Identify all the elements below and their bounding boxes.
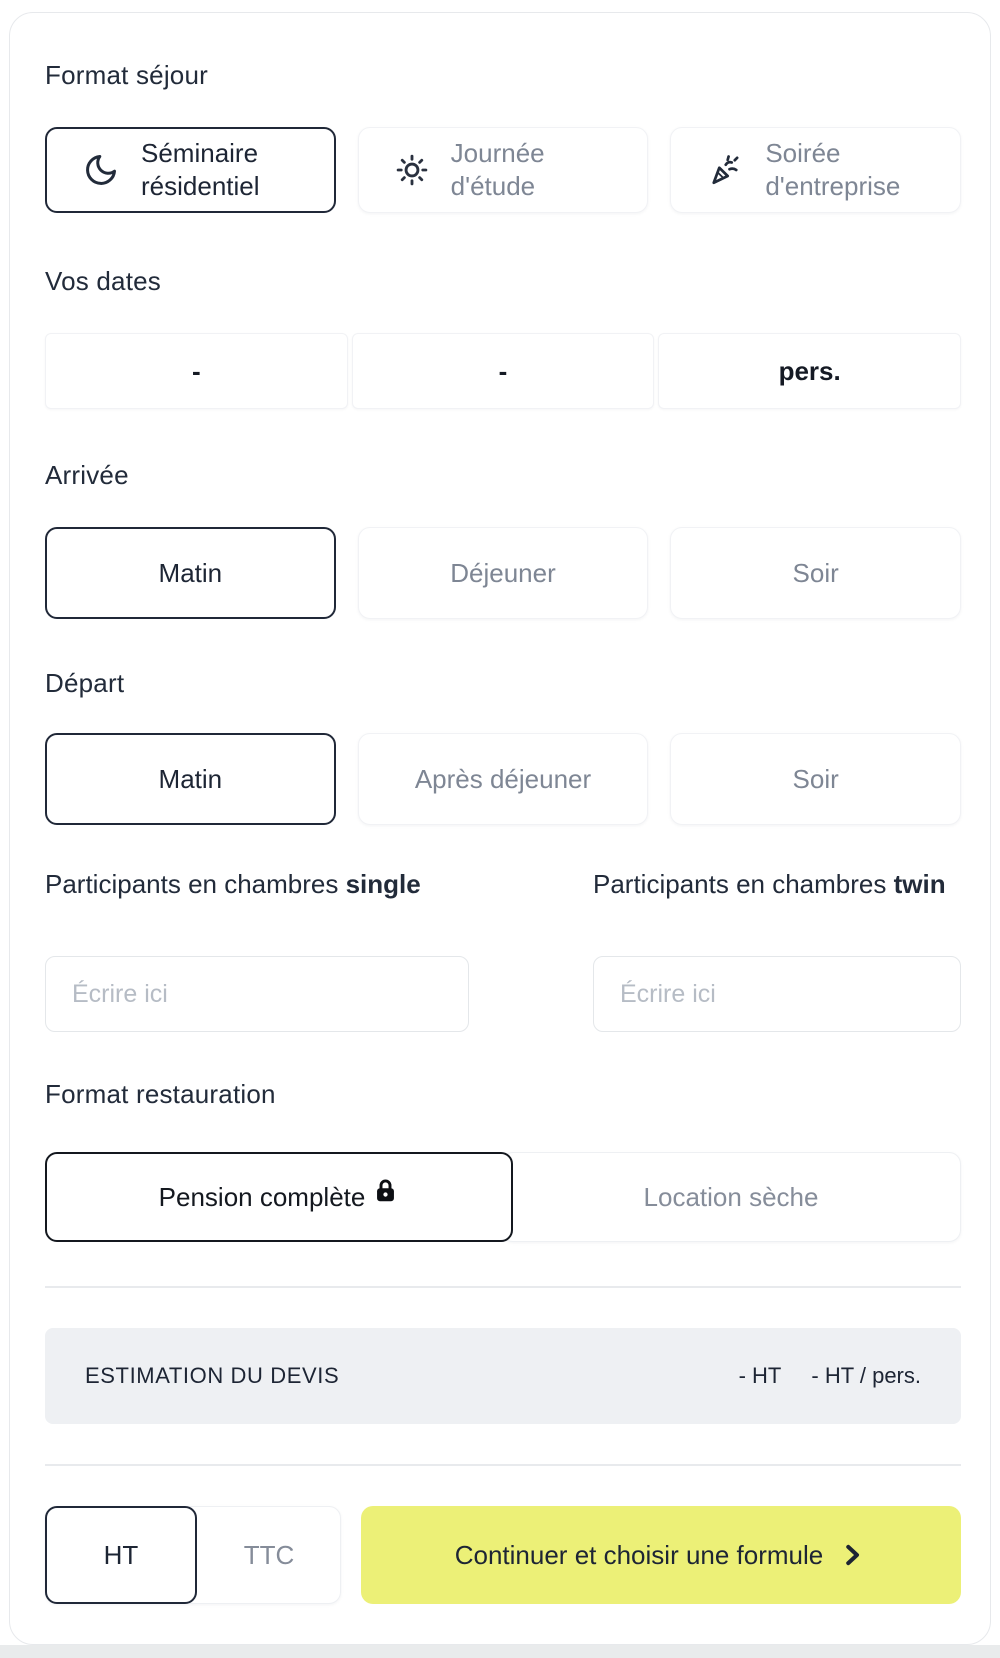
page-bottom-strip bbox=[0, 1645, 1000, 1658]
participants-single-label: Participants en chambres single bbox=[45, 869, 421, 899]
tax-toggle bbox=[45, 1506, 341, 1604]
estimate-per-person: - HT / pers. bbox=[811, 1363, 921, 1388]
departure-option-soir[interactable]: Soir bbox=[670, 733, 961, 825]
participants-twin-label: Participants en chambres twin bbox=[593, 869, 946, 899]
tax-option-ttc[interactable]: TTC bbox=[243, 1539, 295, 1570]
catering-options bbox=[45, 1152, 961, 1242]
participants-count-field[interactable]: pers. bbox=[658, 333, 961, 409]
participants-section bbox=[45, 869, 961, 1032]
arrival-option-matin[interactable]: Matin bbox=[45, 527, 336, 619]
sun-icon bbox=[395, 153, 429, 187]
arrival-option-dejeuner[interactable]: Déjeuner bbox=[358, 527, 649, 619]
estimate-bar bbox=[45, 1328, 961, 1424]
lock-icon bbox=[372, 1177, 399, 1204]
participants-twin-input[interactable] bbox=[593, 956, 961, 1032]
continue-button[interactable] bbox=[361, 1506, 961, 1604]
departure-options bbox=[45, 733, 961, 825]
booking-form-card bbox=[9, 12, 991, 1645]
chevron-right-icon bbox=[837, 1540, 867, 1570]
divider bbox=[45, 1286, 961, 1288]
option-label: Location sèche bbox=[643, 1181, 819, 1212]
catering-section-title: Format restauration bbox=[45, 1079, 276, 1109]
participants-single-input[interactable] bbox=[45, 956, 469, 1032]
catering-option-location-seche[interactable] bbox=[501, 1152, 961, 1242]
stay-format-option-seminaire-residentiel[interactable] bbox=[45, 127, 336, 213]
estimate-total-ht: - HT bbox=[738, 1363, 782, 1388]
option-label: Soirée d'entreprise bbox=[765, 138, 901, 201]
departure-option-apres-dejeuner[interactable]: Après déjeuner bbox=[358, 733, 649, 825]
tax-option-ht[interactable]: HT bbox=[45, 1506, 197, 1604]
stay-format-option-journee-etude[interactable] bbox=[358, 127, 649, 213]
option-label: Journée d'étude bbox=[450, 138, 545, 201]
departure-option-matin[interactable]: Matin bbox=[45, 733, 336, 825]
footer-actions bbox=[45, 1506, 961, 1604]
date-end-field[interactable]: - bbox=[352, 333, 655, 409]
arrival-option-soir[interactable]: Soir bbox=[670, 527, 961, 619]
departure-section-title: Départ bbox=[45, 668, 125, 698]
stay-format-options bbox=[45, 127, 961, 213]
option-label: Pension complète bbox=[158, 1181, 366, 1212]
party-popper-icon bbox=[707, 152, 743, 188]
date-start-field[interactable]: - bbox=[45, 333, 348, 409]
option-label: Séminaire résidentiel bbox=[141, 138, 260, 201]
moon-icon bbox=[83, 152, 119, 188]
dates-section-title: Vos dates bbox=[45, 266, 161, 296]
divider bbox=[45, 1464, 961, 1466]
catering-option-pension-complete[interactable] bbox=[45, 1152, 513, 1242]
estimate-label: ESTIMATION DU DEVIS bbox=[85, 1363, 340, 1388]
continue-button-label: Continuer et choisir une formule bbox=[454, 1539, 824, 1570]
stay-format-option-soiree-entreprise[interactable] bbox=[670, 127, 961, 213]
dates-row bbox=[45, 333, 961, 409]
arrival-section-title: Arrivée bbox=[45, 460, 129, 490]
arrival-options bbox=[45, 527, 961, 619]
stay-format-section-title: Format séjour bbox=[45, 60, 208, 90]
